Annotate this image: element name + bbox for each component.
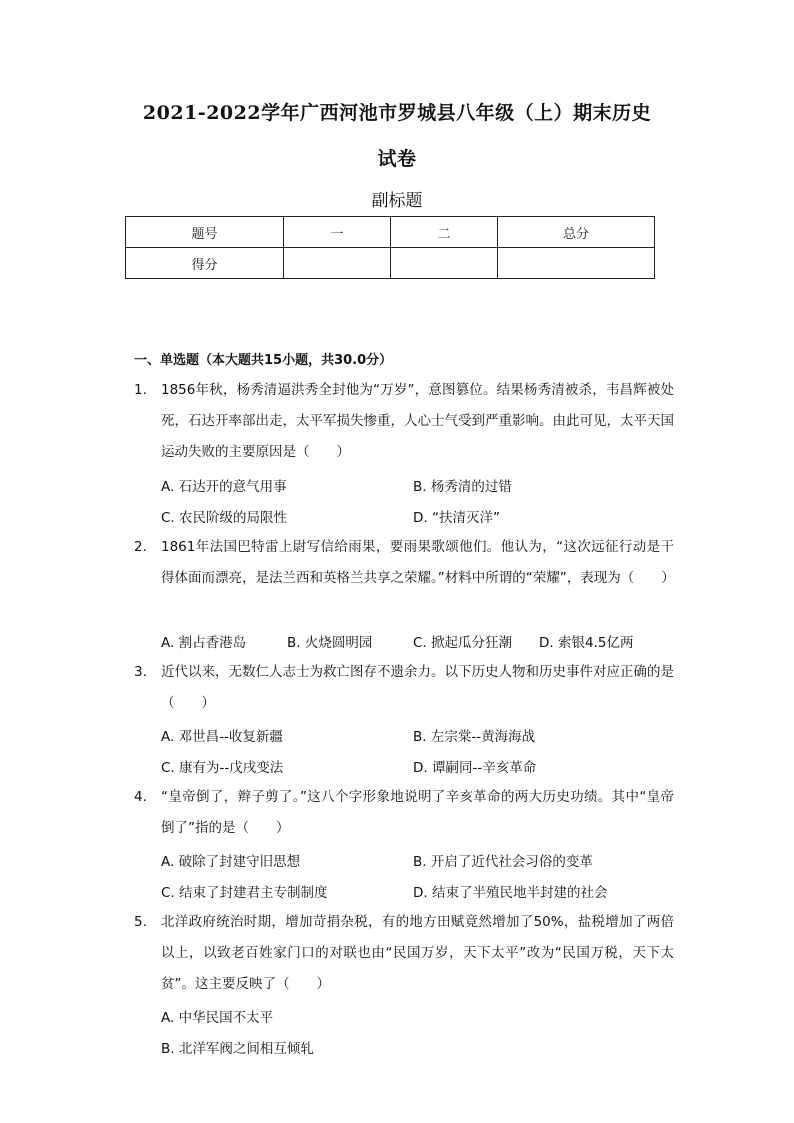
page-title-line2: 试卷 bbox=[377, 148, 417, 170]
question-text: 北洋政府统治时期，增加苛捐杂税，有的地方田赋竟然增加了50%，盐税增加了两倍以上，以致老百姓家门口的对联也由“民国万岁，天下太平”改为“民国万税，天下太贫”。这主要反映了（ ） bbox=[161, 914, 674, 992]
score-table-header-row bbox=[126, 217, 655, 248]
question-3 bbox=[134, 657, 674, 719]
question-number: 4. bbox=[134, 789, 147, 805]
option-a: A. 石达开的意气用事 bbox=[161, 479, 287, 495]
option-b: B. 杨秀清的过错 bbox=[413, 479, 512, 495]
section-heading: 一、单选题（本大题共15小题，共30.0分） bbox=[134, 353, 393, 368]
page-subtitle: 副标题 bbox=[371, 191, 423, 211]
score-cell bbox=[284, 248, 391, 279]
option-d: D. “扶清灭洋” bbox=[413, 510, 500, 526]
option-a: A. 邓世昌--收复新疆 bbox=[161, 729, 283, 745]
question-text: 近代以来，无数仁人志士为救亡图存不遗余力。以下历史人物和历史事件对应正确的是（ ） bbox=[161, 664, 674, 711]
page-title-line1: 2021-2022学年广西河池市罗城县八年级（上）期末历史 bbox=[142, 102, 652, 124]
option-c: C. 康有为--戊戌变法 bbox=[161, 760, 284, 776]
option-a: A. 割占香港岛 bbox=[161, 635, 247, 651]
score-header-cell: 题号 bbox=[126, 217, 284, 248]
question-1 bbox=[134, 375, 674, 468]
score-cell bbox=[391, 248, 498, 279]
question-number: 1. bbox=[134, 382, 147, 398]
score-row-label: 得分 bbox=[126, 248, 284, 279]
option-a: A. 破除了封建守旧思想 bbox=[161, 854, 301, 870]
question-2 bbox=[134, 532, 674, 594]
option-b: B. 左宗棠--黄海海战 bbox=[413, 729, 536, 745]
option-b: B. 火烧圆明园 bbox=[287, 635, 373, 651]
question-text: “皇帝倒了，辫子剪了。”这八个字形象地说明了辛亥革命的两大历史功绩。其中“皇帝倒了”指的是（ ） bbox=[161, 789, 674, 836]
option-c: C. 农民阶级的局限性 bbox=[161, 510, 288, 526]
score-cell bbox=[498, 248, 655, 279]
question-number: 3. bbox=[134, 664, 147, 680]
option-d: D. 结束了半殖民地半封建的社会 bbox=[413, 885, 608, 901]
score-header-cell: 二 bbox=[391, 217, 498, 248]
option-d: D. 谭嗣同--辛亥革命 bbox=[413, 760, 537, 776]
score-table bbox=[125, 216, 655, 279]
option-b: B. 开启了近代社会习俗的变革 bbox=[413, 854, 593, 870]
score-header-cell: 总分 bbox=[498, 217, 655, 248]
option-b: B. 北洋军阀之间相互倾轧 bbox=[161, 1041, 314, 1057]
question-text: 1856年秋，杨秀清逼洪秀全封他为“万岁”，意图篡位。结果杨秀清被杀，韦昌辉被处死，石达开率部出走，太平军损失惨重，人心士气受到严重影响。由此可见，太平天国运动失败的主要原因是（ ） bbox=[161, 382, 674, 460]
option-d: D. 索银4.5亿两 bbox=[539, 635, 634, 651]
question-number: 2. bbox=[134, 539, 147, 555]
question-5 bbox=[134, 907, 674, 1000]
question-number: 5. bbox=[134, 914, 147, 930]
option-c: C. 掀起瓜分狂潮 bbox=[413, 635, 513, 651]
score-table-row bbox=[126, 248, 655, 279]
question-4 bbox=[134, 782, 674, 844]
question-text: 1861年法国巴特雷上尉写信给雨果，要雨果歌颂他们。他认为，“这次远征行动是干得体面而漂亮，是法兰西和英格兰共享之荣耀。”材料中所谓的“荣耀”，表现为（ ） bbox=[161, 539, 675, 586]
score-header-cell: 一 bbox=[284, 217, 391, 248]
option-a: A. 中华民国不太平 bbox=[161, 1010, 274, 1026]
option-c: C. 结束了封建君主专制制度 bbox=[161, 885, 328, 901]
